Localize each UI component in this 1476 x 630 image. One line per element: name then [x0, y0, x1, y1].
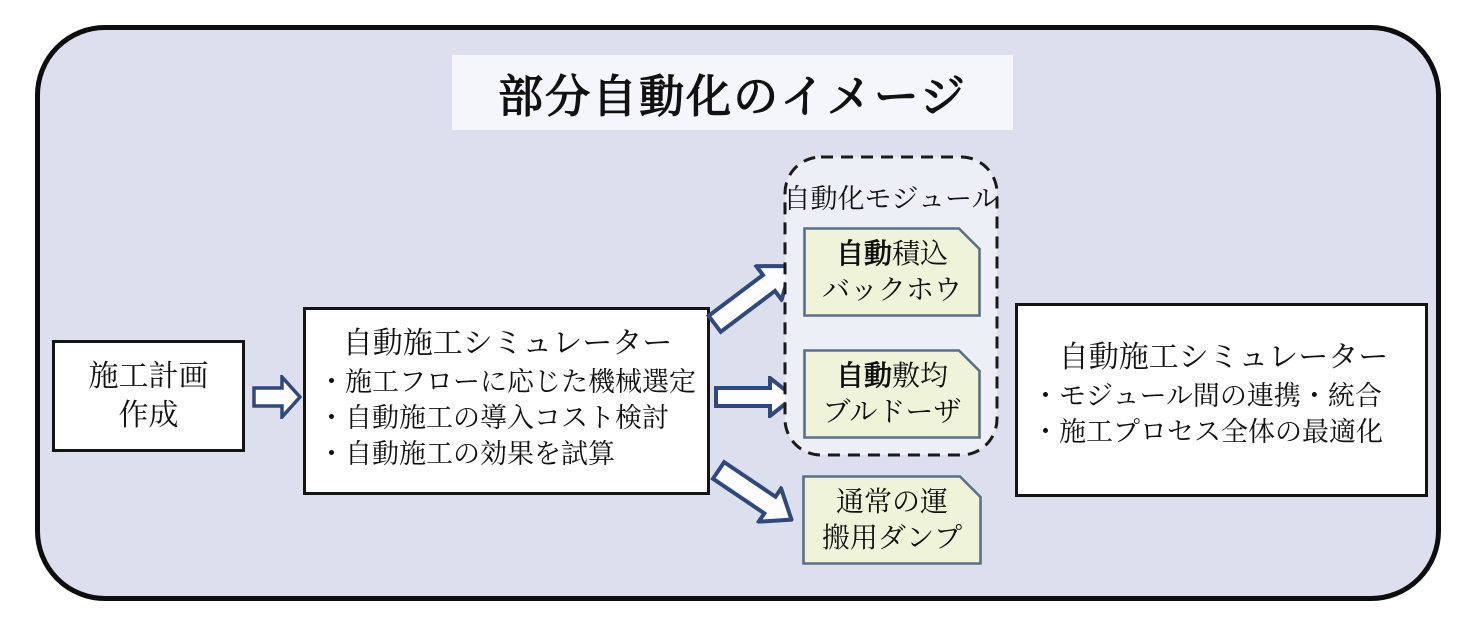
page-title: 部分自動化のイメージ — [452, 55, 1013, 130]
simulator-right-title: 自動施工シミュレーター — [1058, 341, 1389, 374]
simulator-left-box — [303, 307, 710, 495]
dump-truck-card — [802, 475, 982, 565]
module-card-bulldozer-label: 自動敷均 ブルドーザ — [822, 360, 962, 427]
simulator-left-bullet: ・自動施工の効果を試算 — [318, 439, 615, 470]
simulator-left-title: 自動施工シミュレーター — [342, 327, 673, 360]
automation-module-label: 自動化モジュール — [783, 184, 999, 214]
simulator-left-bullet: ・施工フローに応じた機械選定 — [318, 367, 696, 397]
simulator-right-bullet: ・施工プロセス全体の最適化 — [1032, 417, 1383, 448]
module-card-backhoe — [803, 227, 981, 317]
plan-box-label: 施工計画 作成 — [88, 360, 209, 432]
module-card-bulldozer — [803, 349, 981, 439]
plan-box — [52, 340, 245, 452]
dump-truck-card-label: 通常の運 搬用ダンプ — [821, 486, 963, 553]
simulator-right-box — [1015, 303, 1428, 497]
block-arrow-right-icon — [252, 375, 302, 419]
simulator-left-bullet: ・自動施工の導入コスト検討 — [318, 403, 669, 434]
simulator-right-bullet: ・モジュール間の連携・統合 — [1032, 381, 1382, 411]
module-card-backhoe-label: 自動積込 バックホウ — [821, 238, 962, 305]
